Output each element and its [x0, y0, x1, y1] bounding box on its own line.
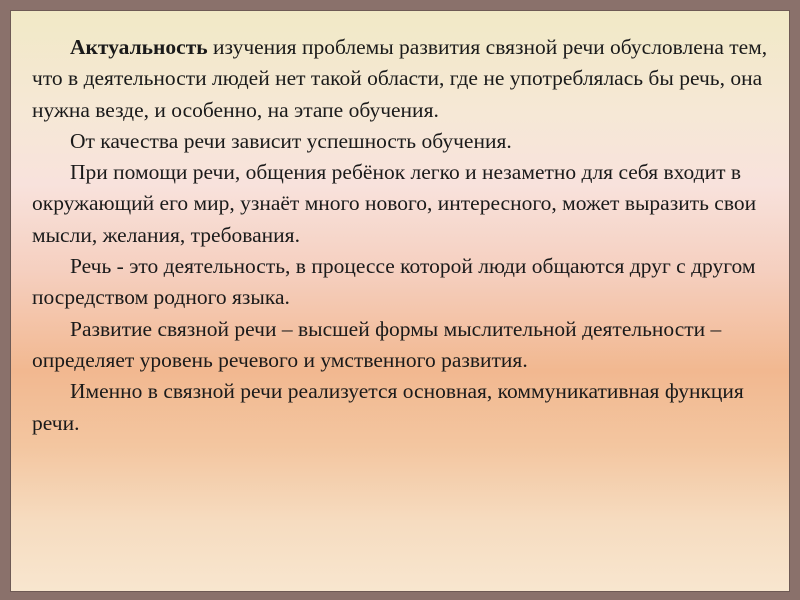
- paragraph-function: Именно в связной речи реализуется основная, коммуникативная функция речи.: [32, 379, 744, 435]
- paragraph-communication: При помощи речи, общения ребёнок легко и незаметно для себя входит в окружающий его мир, узнаёт много нового, интересного, может выразить свои мысли, желания, требования.: [32, 160, 757, 247]
- paragraph-development: Развитие связной речи – высшей формы мыслительной деятельности – определяет уровень речевого и умственного развития.: [32, 316, 722, 372]
- relevance-heading-word: Актуальность: [70, 35, 208, 59]
- paragraph-quality: От качества речи зависит успешность обучения.: [70, 128, 512, 153]
- slide: [10, 10, 790, 592]
- paragraph-relevance: [32, 32, 772, 126]
- slide-text-body: [32, 32, 772, 439]
- relevance-text: изучения проблемы развития связной речи обусловлена тем, что в деятельности людей нет такой области, где не употреблялась бы речь, она нужна везде, и особенно, на этапе обучения.: [32, 35, 768, 122]
- paragraph-speech-definition: Речь - это деятельность, в процессе которой люди общаются друг с другом посредством родного языка.: [32, 254, 756, 310]
